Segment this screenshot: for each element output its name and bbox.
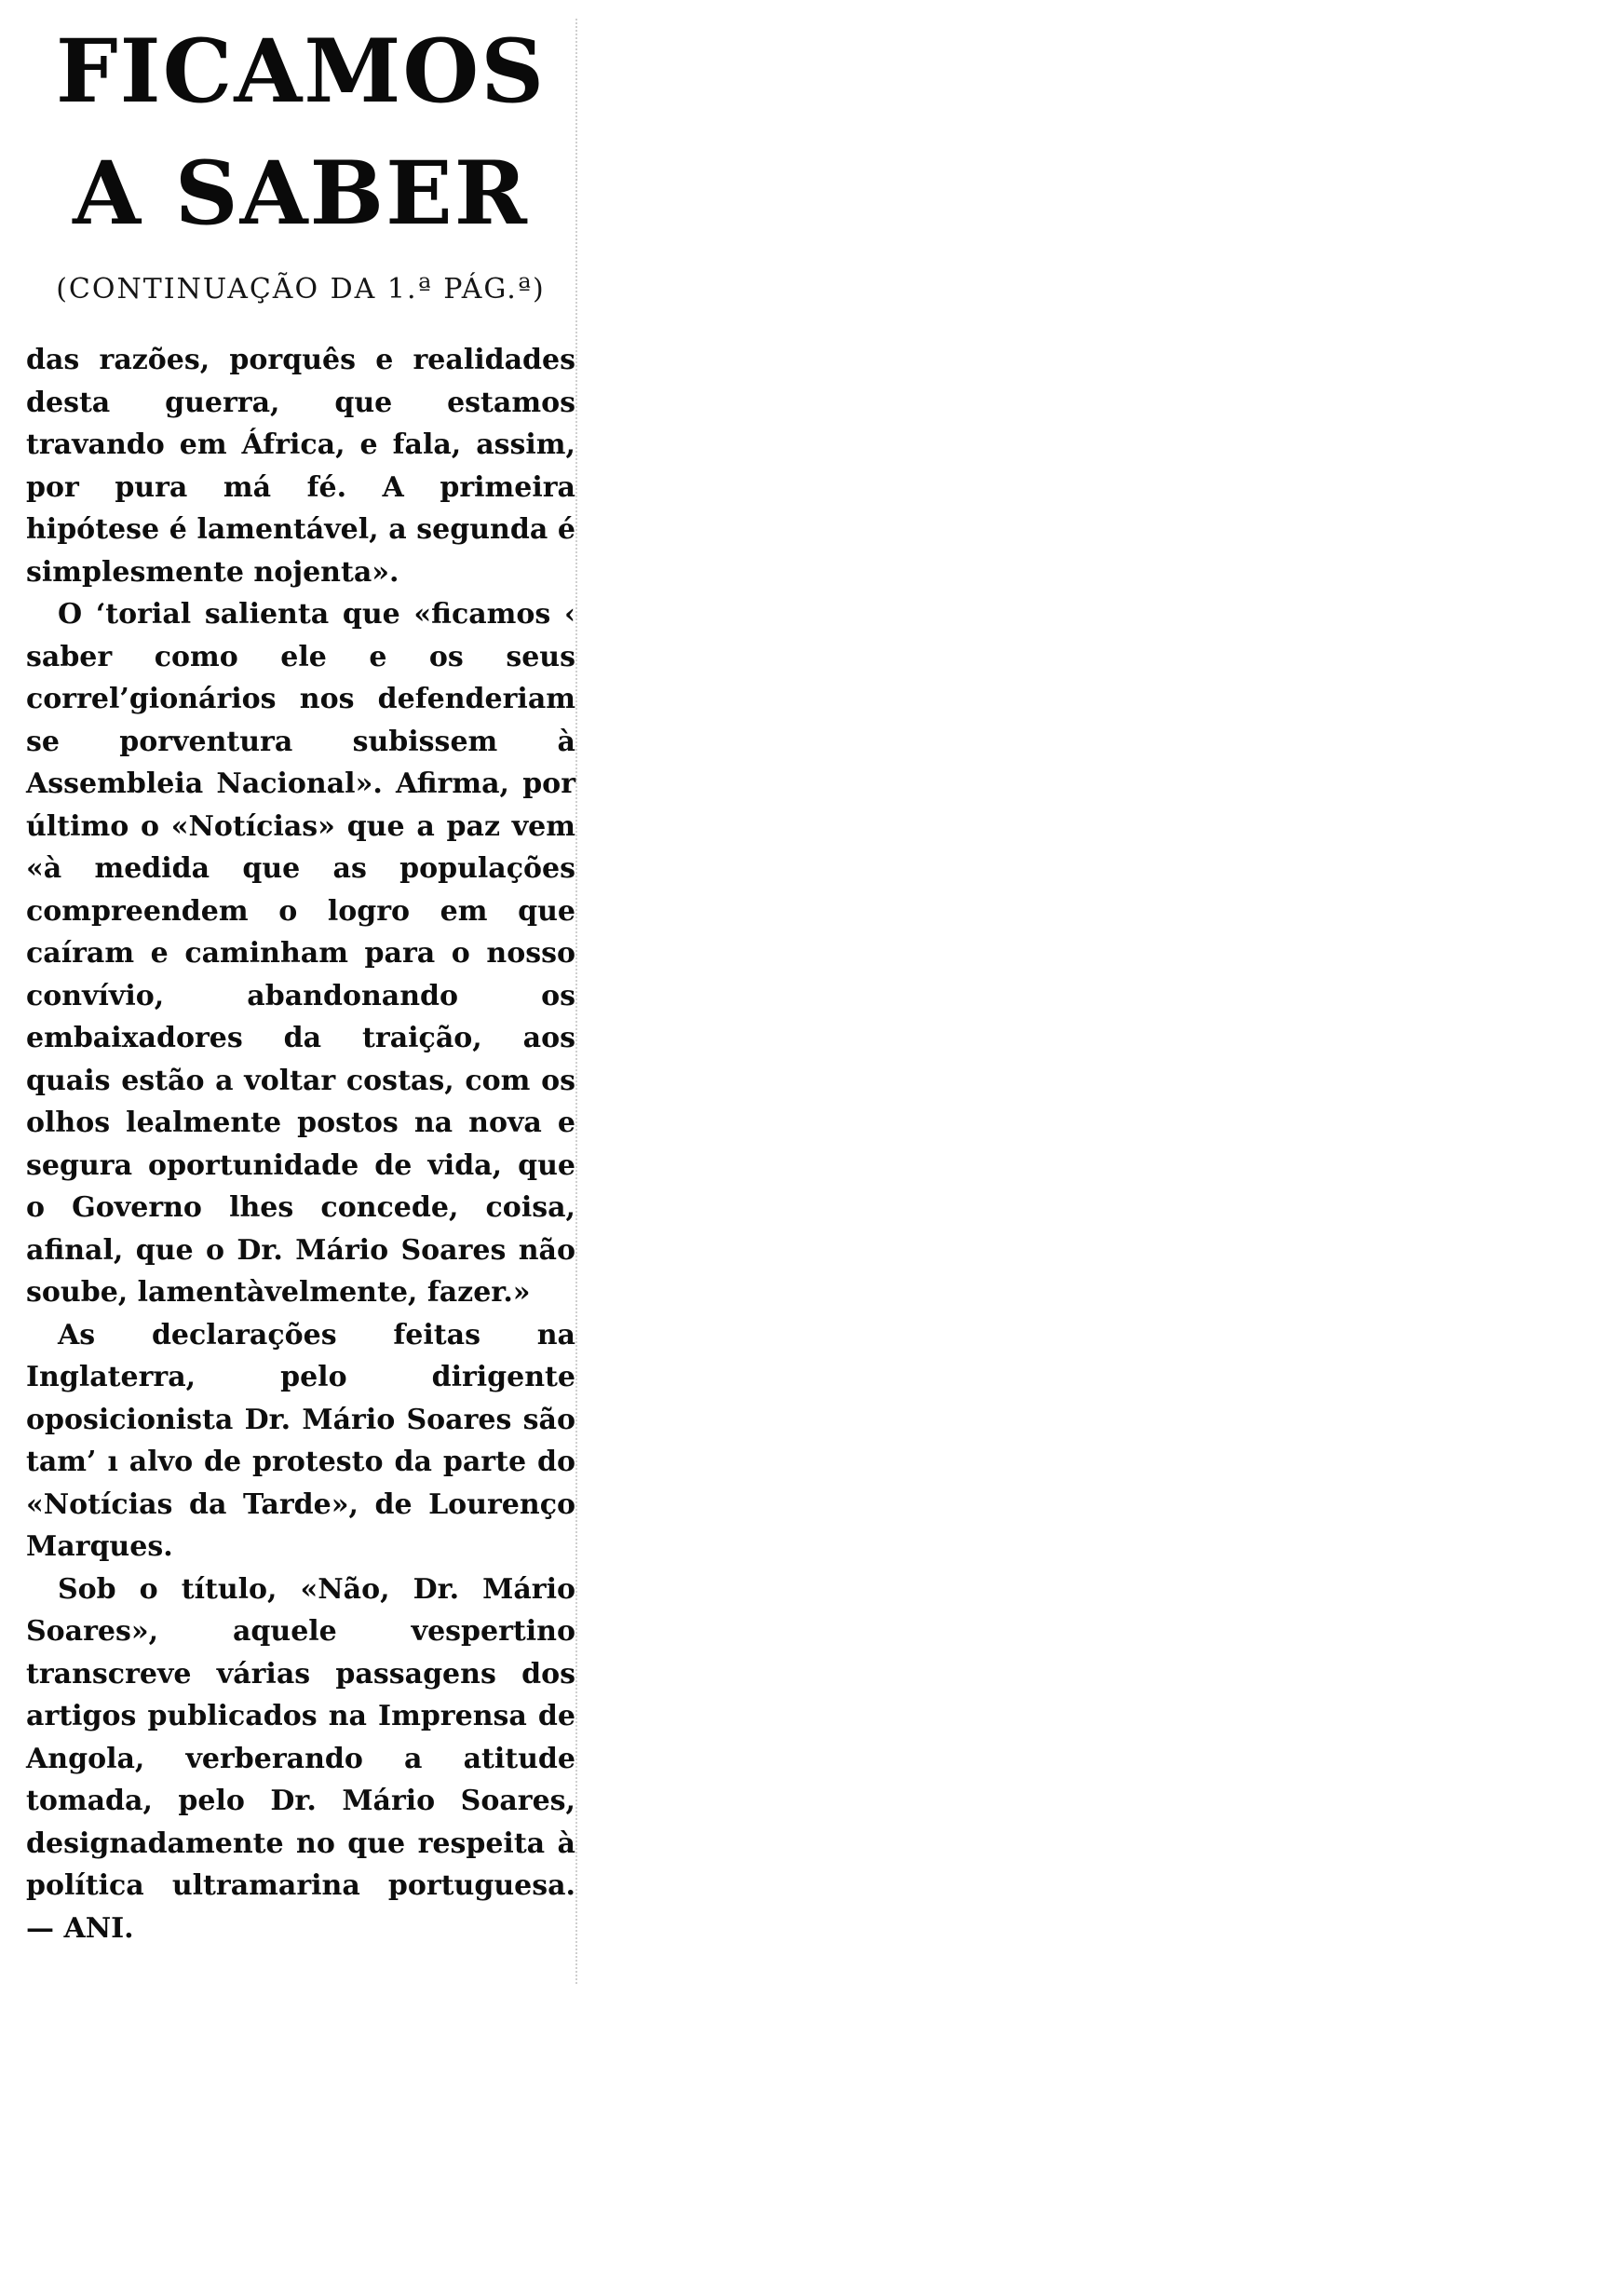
article-body [26, 339, 575, 1949]
headline-line-2: A SABER [73, 142, 529, 245]
continuation-note: (CONTINUAÇÃO DA 1.ª PÁG.ª) [56, 273, 546, 306]
paragraph-4: Sob o título, «Não, Dr. Mário Soares», aquele vespertino transcreve várias passagens dos artigos publicados na Imprensa de Angola, verberando a atitude tomada, pelo Dr. Mário Soares, designadamente no que respeita à política ultramarina portuguesa. — ANI. [26, 1572, 575, 1945]
newspaper-clipping [26, 20, 575, 2001]
headline-line-1: FICAMOS [55, 20, 547, 123]
paragraph-1: das razões, porquês e realidades desta guerra, que estamos travando em África, e fala, assim, por pura má fé. A primeira hipótese é lamentável, a segunda é simplesmente nojenta». [26, 344, 575, 589]
headline [26, 20, 575, 245]
paragraph-3: As declarações feitas na Inglaterra, pelo dirigente oposicionista Dr. Mário Soares são tam’ ı alvo de protesto da parte do «Notícias da Tarde», de Lourenço Marques. [26, 1318, 575, 1564]
paragraph-2: O ‘torial salienta que «ficamos ‹ saber como ele e os seus correl’gionários nos defenderiam se porventura subissem à Assembleia Nacional». Afirma, por último o «Notícias» que a paz vem «à medida que as populações compreendem o logro em que caíram e caminham para o nosso convívio, abandonando os embaixadores da traição, aos quais estão a voltar costas, com os olhos lealmente postos na nova e segura oportunidade de vida, que o Governo lhes concede, coisa, afinal, que o Dr. Mário Soares não soube, lamentàvelmente, fazer.» [26, 598, 575, 1310]
column-divider [575, 19, 577, 1984]
